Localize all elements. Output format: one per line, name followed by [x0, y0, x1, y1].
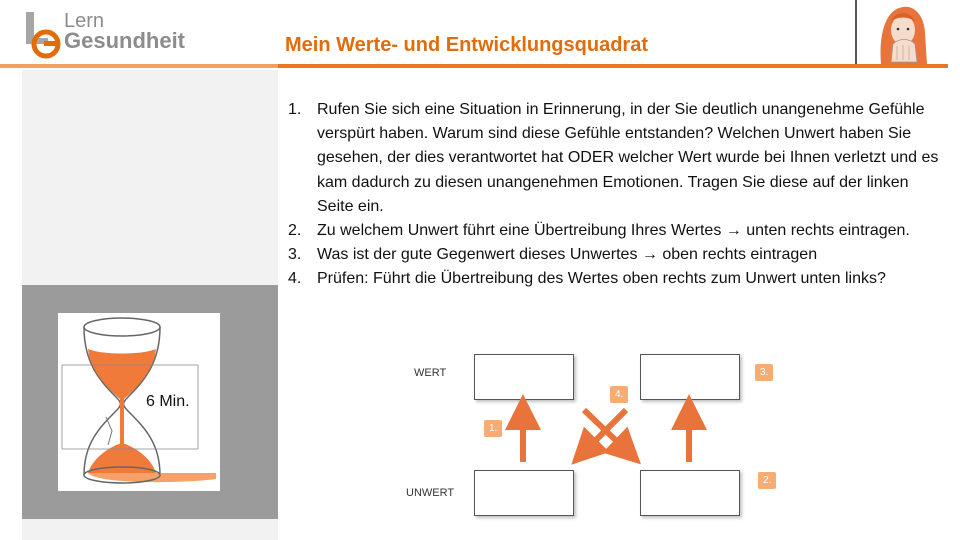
tag-4: 4.	[610, 386, 628, 403]
logo	[22, 8, 186, 60]
list-text: Rufen Sie sich eine Situation in Erinnerung, in der Sie deutlich unangenehme Gefühle verspürt haben. Warum sind diese Gefühle entstanden? Welchen Unwert haben Sie gesehen, der dies verantwortet hat ODER welcher Wert wurde bei Ihnen verletzt und es kam dadurch zu diesen unangenehmen Emotionen. Tragen Sie diese auf der linken Seite ein.	[317, 101, 939, 215]
page-title: Mein Werte- und Entwicklungsquadrat	[285, 34, 648, 56]
tag-1: 1.	[484, 420, 502, 437]
diagram-arrows	[400, 348, 800, 528]
hourglass-icon	[58, 313, 220, 491]
list-text: Zu welchem Unwert führt eine Übertreibung Ihres Wertes → unten rechts eintragen.	[317, 222, 910, 240]
value-square-diagram	[400, 348, 800, 528]
list-item	[288, 243, 948, 267]
list-number: 4.	[288, 270, 302, 288]
woman-portrait-icon	[853, 0, 948, 64]
logo-text-lern: Lern	[64, 10, 105, 32]
hourglass-card	[58, 313, 220, 491]
list-item	[288, 267, 948, 291]
list-number: 3.	[288, 246, 302, 264]
logo-mark-icon	[22, 8, 64, 60]
list-item	[288, 219, 948, 243]
label-wert: WERT	[414, 367, 447, 379]
tag-2: 2.	[758, 472, 776, 489]
timer-label: 6 Min.	[146, 393, 190, 410]
list-number: 2.	[288, 222, 302, 240]
tag-3: 3.	[755, 364, 773, 381]
title-underline-left	[0, 64, 278, 68]
list-item	[288, 98, 948, 219]
list-number: 1.	[288, 101, 302, 118]
instruction-list	[288, 98, 948, 292]
list-text: Was ist der gute Gegenwert dieses Unwertes → oben rechts eintragen	[317, 246, 818, 264]
logo-text-gesundheit: Gesundheit	[64, 28, 186, 53]
list-text: Prüfen: Führt die Übertreibung des Wertes oben rechts zum Unwert unten links?	[317, 270, 886, 288]
label-unwert: UNWERT	[406, 487, 455, 499]
